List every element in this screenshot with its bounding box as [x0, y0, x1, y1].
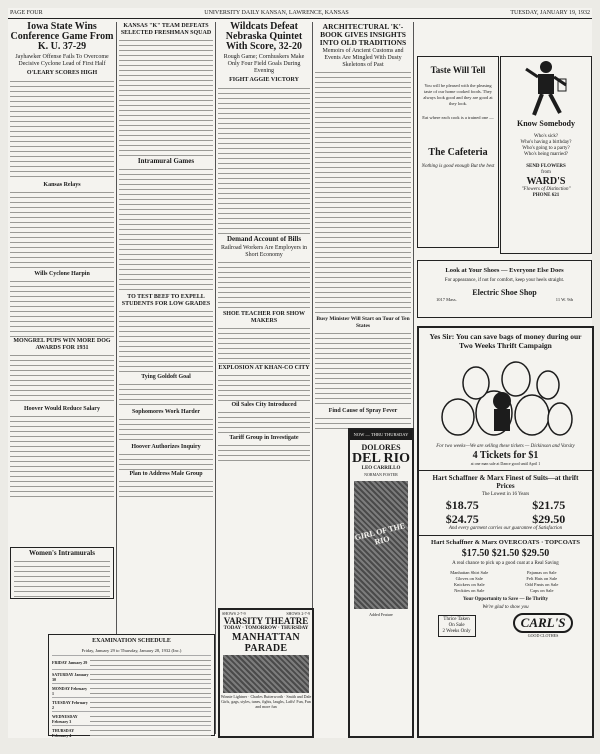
exam-day-row: [52, 683, 211, 697]
electric-line: For appearance, if not for comfort, keep your heels straight.: [444, 278, 565, 283]
thrift-campaign-ad: [417, 326, 594, 738]
exam-day-row: [52, 725, 211, 739]
varsity-tagline: Girls, gags, styles, tunes, fights, laughs, Laffs! Fun, Fun and more fun: [221, 699, 311, 709]
article-text: [218, 260, 310, 310]
hart-guarantee: And every garment carries our guarantee of Satisfaction: [448, 526, 563, 531]
article-text: [119, 167, 213, 293]
wards-title: Know Somebody: [516, 119, 575, 128]
dolores-portrait: [354, 481, 408, 609]
exam-day-times: [90, 658, 211, 668]
subhead-minister: Busy Minister Will Start on Tour of Ten States: [316, 316, 410, 329]
hart-price-2: $21.75: [532, 498, 566, 512]
varsity-shows-2: SHOWS 2-7-9: [286, 611, 310, 616]
subhead-goal: Tying Goldoft Goal: [141, 374, 191, 380]
hart-price-1: $18.75: [445, 498, 479, 512]
hart2-line: A real chance to pick up a good coat at a Real Saving: [452, 561, 559, 566]
cafeteria-ad: [417, 56, 499, 248]
article-text: [218, 410, 310, 434]
wards-sub: "Flowers of Distinction": [521, 187, 571, 192]
hart2-item: Manhattan Shirt Sale: [450, 570, 489, 575]
deck-iowa: Jayhawker Offense Fails To Overcome Decisive Cyclone Lead of First Half: [15, 54, 109, 67]
article-text: [10, 353, 114, 405]
subhead-inquiry: Hoover Authorizes Inquiry: [131, 444, 201, 450]
subhead-bills: Demand Account of Bills: [226, 235, 302, 243]
cafeteria-name: The Cafeteria: [428, 147, 488, 158]
paper-name: UNIVERSITY DAILY KANSAN, LAWRENCE, KANSAS: [204, 10, 349, 16]
deck-k-book: Memoirs of Ancient Customs and Events Are Mingled With Dusty Skeletons of Past: [322, 48, 404, 68]
thrift-fine-print: at one man sale at Dance good until April 1: [470, 461, 541, 466]
varsity-dates: TODAY · TOMORROW · THURSDAY: [223, 626, 309, 631]
article-text: [14, 559, 110, 597]
headline-wildcats: Wildcats Defeat Nebraska Quintet With Score, 32-20: [225, 21, 303, 52]
headline-k-book: ARCHITECTURAL 'K'-BOOK GIVES INSIGHTS INTO OLD TRADITIONS: [319, 22, 407, 47]
varsity-film-title: MANHATTAN PARADE: [232, 632, 300, 654]
exam-day-label: SATURDAY January 30: [52, 671, 89, 682]
article-text: [315, 331, 411, 407]
hart-title: Hart Schaffner & Marx Finest of Suits—at thrift Prices: [432, 474, 579, 490]
subhead-shoe: SHOE TEACHER FOR SHOW MAKERS: [222, 311, 306, 324]
page-number: PAGE FOUR: [10, 10, 43, 16]
article-text: [218, 326, 310, 364]
deck-wildcats: Rough Game; Cornhuskers Make Only Four Field Goals During Evening: [223, 54, 305, 74]
article-text: [119, 452, 213, 470]
article-text: [119, 309, 213, 373]
exam-schedule-box: [48, 634, 215, 736]
dolores-cast-2: NORMAN FOSTER: [364, 472, 398, 477]
wards-from: from: [541, 170, 551, 175]
subhead-intramural: Intramural Games: [137, 157, 195, 165]
subhead-tariff: Tariff Group in Investigate: [229, 435, 299, 441]
subhead-hoover: Hoover Would Reduce Salary: [24, 406, 100, 412]
varsity-cast-photo: [223, 655, 309, 693]
carls-box-3: 2 Weeks Only: [442, 629, 471, 634]
hart2-item: Gloves on Sale: [455, 576, 483, 581]
exam-day-row: [52, 711, 211, 725]
carls-box-1: Thrice Taken: [443, 617, 470, 622]
issue-date: TUESDAY, JANUARY 19, 1932: [510, 10, 590, 16]
newspaper-page: [8, 8, 592, 738]
thrift-offer: For two weeks—We are selling these tickets — Dickinson and Varsity: [436, 444, 575, 449]
column-rule: [116, 22, 117, 734]
messenger-boy-icon: [524, 59, 568, 117]
article-text: [119, 417, 213, 443]
subhead-relays: Kansas Relays: [43, 182, 81, 188]
exam-day-row: [52, 655, 211, 669]
exam-day-label: MONDAY February 1: [52, 685, 88, 696]
wards-send: SEND FLOWERS: [526, 164, 566, 169]
hart-sub: The Lowest in 16 Years: [481, 492, 530, 497]
masthead: [8, 8, 592, 19]
exam-day-times: [90, 714, 211, 724]
dolores-dates: NOW — THRU THURSDAY: [350, 430, 412, 440]
wards-q3: Who's going to a party?: [522, 146, 570, 151]
wards-q2: Who's having a birthday?: [520, 140, 572, 145]
article-text: [10, 414, 114, 500]
hart2-item: Pajamas on Sale: [527, 570, 557, 575]
article-text: [218, 373, 310, 401]
money-bags-icon: [436, 355, 576, 439]
cafeteria-title: Taste Will Tell: [430, 65, 486, 75]
hart2-item: Caps on Sale: [530, 588, 554, 593]
electric-name: Electric Shoe Shop: [472, 288, 537, 297]
subhead-male-group: Plan to Address Male Group: [129, 471, 203, 477]
hart2-prices: $17.50 $21.50 $29.50: [461, 548, 550, 559]
subhead-sophomores: Sophomores Work Harder: [131, 409, 201, 415]
wards-q4: Who's being married?: [524, 152, 568, 157]
carls-box-2: On Sale: [448, 623, 465, 628]
wards-phone: PHONE 621: [532, 193, 560, 198]
exam-day-row: [52, 669, 211, 683]
hart2-note: Your Opportunity to Save — Be Thrifty: [462, 597, 549, 602]
subhead-oleary: O'LEARY SCORES HIGH: [26, 70, 98, 76]
headline-k-team: KANSAS "K" TEAM DEFEATS SELECTED FRESHMAN SQUAD: [120, 23, 212, 36]
article-text: [119, 382, 213, 408]
hart-price-3: $24.75: [445, 512, 479, 526]
hart-price-4: $29.50: [532, 512, 566, 526]
hart2-item: Knickers on Sale: [453, 582, 485, 587]
cafeteria-tagline: Nothing is good enough But the best: [421, 164, 495, 169]
electric-title: Look at Your Shoes — Everyone Else Does: [445, 267, 564, 274]
thrift-tickets: 4 Tickets for $1: [472, 450, 539, 461]
hart2-item: Felt Hats on Sale: [526, 576, 558, 581]
subhead-beef: TO TEST BEEF TO EXPELL STUDENTS FOR LOW GRADES: [121, 294, 211, 307]
column-k-team: [119, 22, 213, 497]
wards-q1: Who's sick?: [533, 134, 559, 139]
exam-day-label: THURSDAY February 4: [52, 727, 74, 738]
exam-day-label: WEDNESDAY February 3: [52, 713, 78, 724]
varsity-theatre-ad: [218, 608, 314, 738]
carls-sale-box: [438, 615, 476, 637]
subhead-aggie: FIGHT AGGIE VICTORY: [229, 77, 299, 83]
electric-addr-2: 11 W. 9th: [555, 297, 573, 302]
varsity-theatre-name: VARSITY THEATRE: [223, 616, 309, 626]
exam-day-times: [90, 672, 211, 682]
electric-shoe-ad: [417, 260, 592, 318]
exam-title: EXAMINATION SCHEDULE: [92, 638, 171, 644]
headline-iowa: Iowa State Wins Conference Game From K. U. 37-29: [10, 21, 114, 52]
hart2-item: Neckties on Sale: [454, 588, 485, 593]
cafeteria-body: You will be pleased with the pleasing taste of our home cooked foods. They always look good and they are good at they look.: [423, 83, 493, 106]
carls-line: We're glad to show you: [482, 605, 529, 610]
exam-day-label: FRIDAY January 29: [52, 660, 88, 665]
hart2-title: Hart Schaffner & Marx OVERCOATS · TOPCOATS: [431, 539, 580, 546]
dolores-cast-1: LEO CARRILLO: [361, 466, 401, 471]
column-wildcats: [218, 22, 310, 461]
carls-logo: [513, 613, 574, 639]
article-text: [218, 86, 310, 234]
subhead-explosion: EXPLOSION AT KHAN-CO CITY: [218, 365, 310, 371]
article-text: [315, 70, 411, 315]
exam-day-times: [90, 728, 211, 738]
money-bags-illustration: [435, 354, 576, 440]
column-rule: [215, 22, 216, 734]
article-text: [10, 190, 114, 270]
subhead-pups: MONGREL PUPS WIN MORE DOG AWARDS FOR 1931: [13, 338, 111, 351]
womens-intramurals-box: [10, 547, 114, 599]
box-title: Women's Intramurals: [29, 549, 95, 557]
column-k-book: [315, 22, 411, 432]
dolores-added: Added Feature: [369, 612, 393, 617]
exam-day-times: [90, 700, 211, 710]
article-text: [119, 479, 213, 497]
article-text: [119, 38, 213, 156]
wards-name: WARD'S: [526, 176, 566, 187]
article-text: [10, 79, 114, 181]
carls-sub: GOOD CLOTHES: [527, 633, 559, 638]
column-sports-iowa: [10, 22, 114, 500]
exam-day-row: [52, 697, 211, 711]
carls-name: CARL'S: [513, 613, 574, 633]
dolores-first-name: DOLORES: [361, 443, 401, 452]
wards-illustration: [501, 57, 591, 119]
exam-day-label: TUESDAY February 2: [52, 699, 88, 710]
article-text: [218, 443, 310, 461]
dolores-del-rio-ad: [348, 428, 414, 738]
varsity-cast: Winnie Lightner · Charles Butterworth · Smith and Dale: [220, 694, 312, 699]
cafeteria-line2: Eat where each cook is a trained one —: [422, 115, 494, 120]
hart2-item: Odd Pants on Sale: [525, 582, 559, 587]
electric-addr-1: 1017 Mass.: [436, 297, 457, 302]
subhead-spray: Find Cause of Spray Fever: [328, 408, 398, 414]
subhead-oil: Oil Sales City Introduced: [231, 402, 297, 408]
article-text: [10, 279, 114, 337]
wards-flowers-ad: [500, 56, 592, 254]
exam-day-times: [90, 686, 211, 696]
dolores-last-name: DEL RIO: [352, 451, 410, 466]
exam-subtitle: Friday, January 29 to Thursday, January 28, 1932 (Inc.): [81, 648, 182, 653]
deck-railroad: Railroad Workers Are Employers in Short Economy: [220, 245, 308, 258]
dolores-film-title: GIRL OF THE RIO: [353, 521, 407, 547]
thrift-title: Yes Sir: You can save bags of money during our Two Weeks Thrift Campaign: [429, 332, 582, 350]
subhead-cyclone: Wills Cyclone Harpin: [34, 271, 90, 277]
varsity-shows: SHOWS 2-7-9: [222, 611, 246, 616]
